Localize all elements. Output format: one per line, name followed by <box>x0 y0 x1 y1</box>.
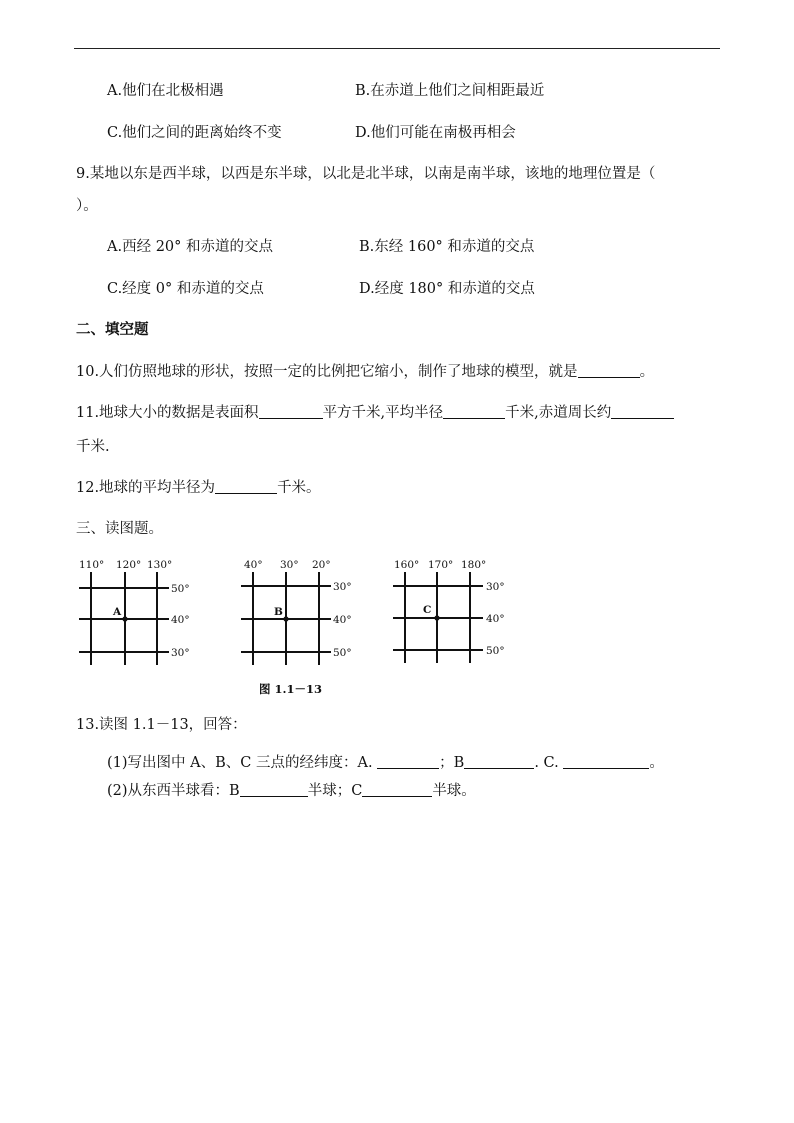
q11-text-3: 千米,赤道周长约 <box>505 405 612 421</box>
grid-c-lat-label: 30° <box>486 581 505 593</box>
q13-sub2-mid: 半球；C <box>307 783 363 799</box>
grid-b-lon-label: 20° <box>312 559 331 571</box>
q13-blank-c-hemisphere[interactable] <box>362 782 432 797</box>
grid-a-lon-label: 120° <box>116 559 142 571</box>
grid-b-lon-label: 30° <box>280 559 299 571</box>
q11-blank-area[interactable] <box>259 404 323 419</box>
point-c-marker <box>434 615 439 620</box>
grid-figure-b <box>238 555 378 670</box>
header-rule <box>74 48 720 49</box>
q13-sub1 <box>107 753 664 773</box>
q10-text: 10.人们仿照地球的形状，按照一定的比例把它缩小，制作了地球的模型，就是 <box>76 364 578 380</box>
q13-stem: 13.读图 1.1－13，回答： <box>76 717 247 733</box>
q9-option-c[interactable]: C.经度 0° 和赤道的交点 <box>107 281 264 297</box>
q12-answer-blank[interactable] <box>215 479 277 494</box>
q13-blank-c[interactable] <box>563 754 649 769</box>
q13-sub1-end: 。 <box>649 755 664 771</box>
grid-figure-c <box>391 555 531 670</box>
section-title-map-reading: 三、读图题。 <box>76 521 163 537</box>
grid-b-lat-label: 30° <box>333 581 352 593</box>
q9-stem-end: ）。 <box>76 198 98 214</box>
section-title-fill-blank: 二、填空题 <box>76 321 149 338</box>
figure-caption: 图 1.1－13 <box>259 682 323 696</box>
q11-blank-circumference[interactable] <box>611 404 674 419</box>
q13-blank-b[interactable] <box>464 754 534 769</box>
grid-b-lat-label: 50° <box>333 647 352 659</box>
point-a-marker <box>122 616 127 621</box>
grid-c-lon-label: 170° <box>428 559 454 571</box>
grid-c-lon-label: 180° <box>461 559 487 571</box>
grid-a-lon-label: 130° <box>147 559 173 571</box>
q8-option-b[interactable]: B.在赤道上他们之间相距最近 <box>355 83 545 99</box>
q9-option-d[interactable]: D.经度 180° 和赤道的交点 <box>359 281 535 297</box>
q10-end: 。 <box>639 364 655 380</box>
q13-blank-a[interactable] <box>377 754 439 769</box>
q12 <box>76 478 321 498</box>
q13-sub2-end: 半球。 <box>432 783 476 799</box>
q11-text-1: 11.地球大小的数据是表面积 <box>76 405 259 421</box>
grid-b-lat-label: 40° <box>333 614 352 626</box>
q10 <box>76 362 654 382</box>
grid-a-lat-label: 40° <box>171 614 190 626</box>
grid-c-lon-label: 160° <box>394 559 420 571</box>
q13-sub1-text: (1)写出图中 A、B、C 三点的经纬度：A. <box>107 755 373 771</box>
point-a-label: A <box>113 606 122 618</box>
point-b-marker <box>283 616 288 621</box>
q12-text: 12.地球的平均半径为 <box>76 480 216 496</box>
q13-sub1-sep-c: . C. <box>534 755 559 771</box>
q8-option-c[interactable]: C.他们之间的距离始终不变 <box>107 125 282 141</box>
q13-blank-b-hemisphere[interactable] <box>240 782 308 797</box>
q13-sub2 <box>107 781 476 801</box>
q11-blank-radius[interactable] <box>443 404 505 419</box>
q13-sub2-text: (2)从东西半球看：B <box>107 783 240 799</box>
q9-stem: 9.某地以东是西半球，以西是东半球，以北是北半球，以南是南半球，该地的地理位置是（ <box>76 166 656 182</box>
q9-option-a[interactable]: A.西经 20° 和赤道的交点 <box>107 239 273 255</box>
q8-option-d[interactable]: D.他们可能在南极再相会 <box>355 125 516 141</box>
grid-a-lon-label: 110° <box>79 559 105 571</box>
point-c-label: C <box>423 604 432 616</box>
q8-option-a[interactable]: A.他们在北极相遇 <box>107 83 224 99</box>
q13-sub1-sep-b: ；B <box>439 755 465 771</box>
point-b-label: B <box>274 606 283 618</box>
grid-a-lat-label: 30° <box>171 647 190 659</box>
grid-b-lon-label: 40° <box>244 559 263 571</box>
grid-a-lat-label: 50° <box>171 583 190 595</box>
q12-end: 千米。 <box>277 480 321 496</box>
grid-c-lat-label: 40° <box>486 613 505 625</box>
q11-text-2: 平方千米,平均半径 <box>322 405 444 421</box>
q9-option-b[interactable]: B.东经 160° 和赤道的交点 <box>359 239 535 255</box>
q11-text-4: 千米. <box>76 439 110 455</box>
q11 <box>76 403 674 423</box>
grid-figure-a <box>76 555 216 670</box>
grid-c-lat-label: 50° <box>486 645 505 657</box>
q10-answer-blank[interactable] <box>578 363 640 378</box>
